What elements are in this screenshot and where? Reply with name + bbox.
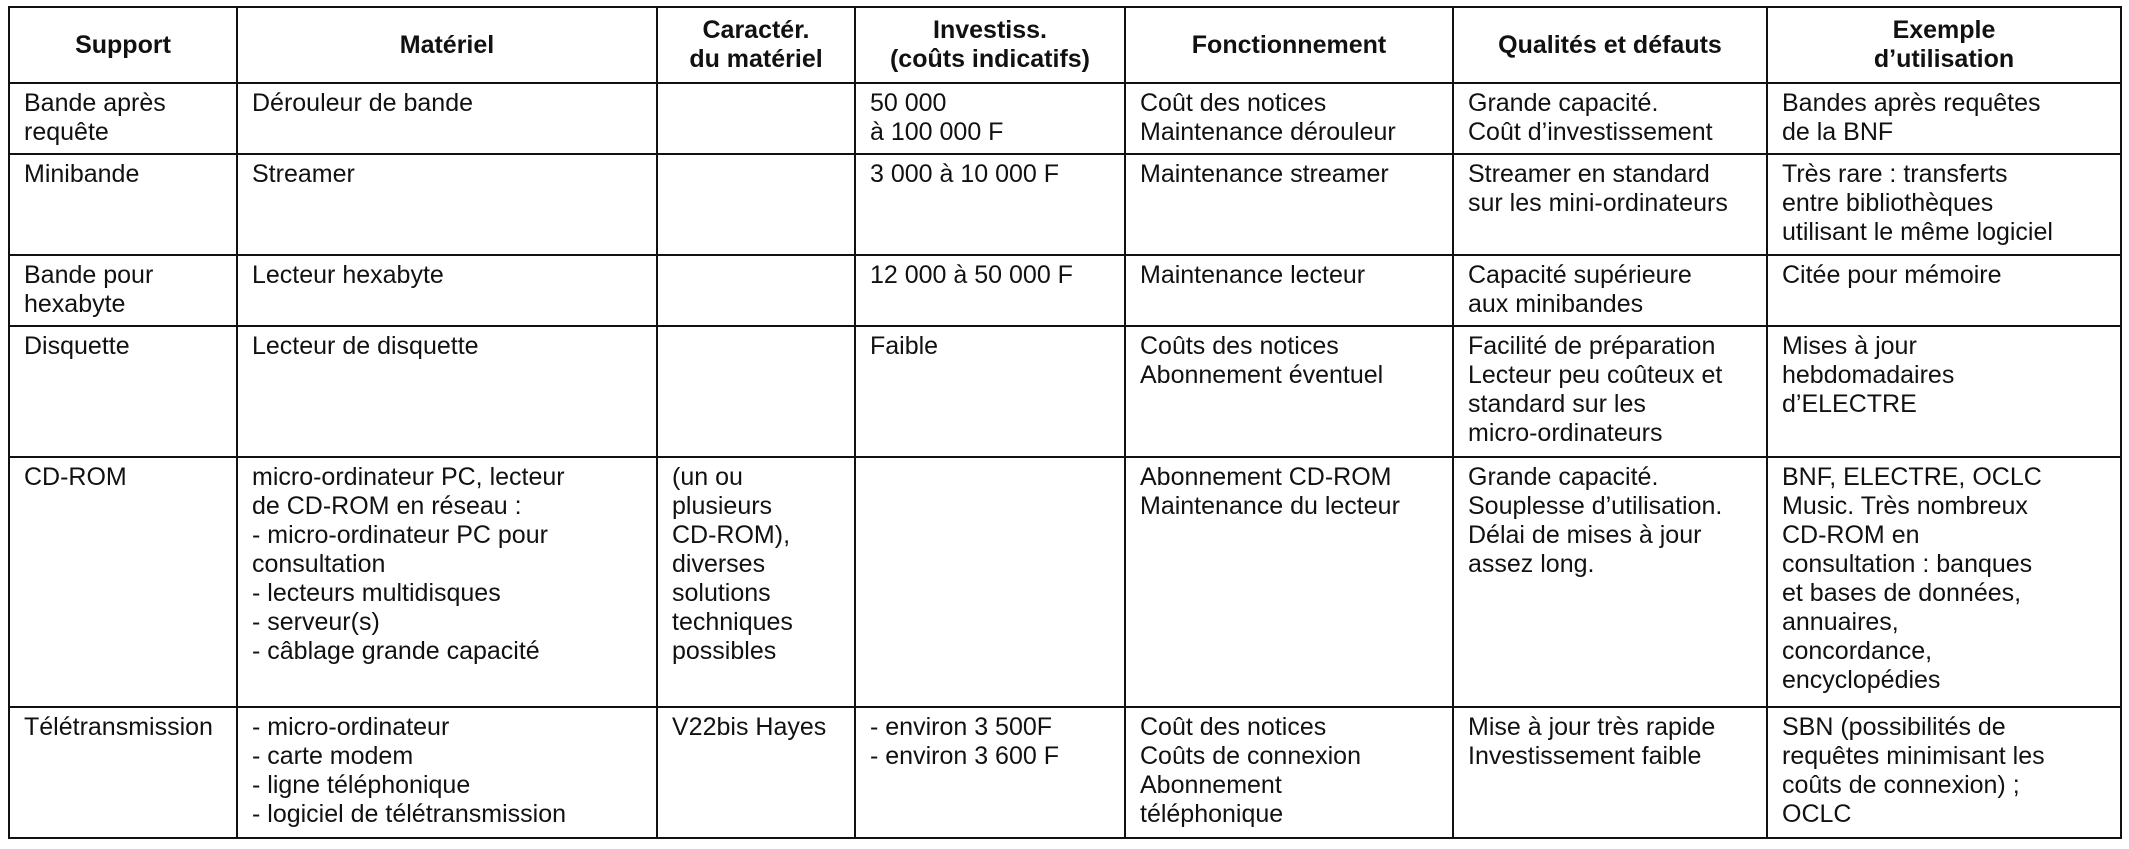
table-cell: Citée pour mémoire [1767,255,2121,326]
table-cell: Maintenance lecteur [1125,255,1453,326]
table-cell: V22bis Hayes [657,707,855,838]
table-cell [657,326,855,457]
table-cell [657,154,855,255]
header-support: Support [9,7,237,83]
table-row [9,154,2121,255]
support-comparison-table [8,6,2122,839]
table-cell [855,457,1125,707]
table-cell: micro-ordinateur PC, lecteur de CD-ROM en réseau : - micro-ordinateur PC pour consultation - lecteurs multidisques - serveur(s) - câblage grande capacité [237,457,657,707]
table-cell: Faible [855,326,1125,457]
table-cell: 12 000 à 50 000 F [855,255,1125,326]
table-cell: Mises à jour hebdomadaires d’ELECTRE [1767,326,2121,457]
table-cell: Capacité supérieure aux minibandes [1453,255,1767,326]
table-cell: Maintenance streamer [1125,154,1453,255]
header-materiel: Matériel [237,7,657,83]
table-cell: - micro-ordinateur - carte modem - ligne téléphonique - logiciel de télétransmission [237,707,657,838]
table-cell: Coût des notices Coûts de connexion Abonnement téléphonique [1125,707,1453,838]
table-cell: Streamer en standard sur les mini-ordinateurs [1453,154,1767,255]
table-cell: CD-ROM [9,457,237,707]
table-cell: Disquette [9,326,237,457]
table-cell: Très rare : transferts entre bibliothèques utilisant le même logiciel [1767,154,2121,255]
table-cell: - environ 3 500F - environ 3 600 F [855,707,1125,838]
document-page [8,6,2120,839]
table-cell: Bande après requête [9,83,237,154]
table-cell: Abonnement CD-ROM Maintenance du lecteur [1125,457,1453,707]
table-row [9,457,2121,707]
table-cell: Streamer [237,154,657,255]
table-cell: Télétransmission [9,707,237,838]
header-fonctionnement: Fonctionnement [1125,7,1453,83]
table-row [9,707,2121,838]
table-cell: Grande capacité. Souplesse d’utilisation. Délai de mises à jour assez long. [1453,457,1767,707]
table-cell: Bandes après requêtes de la BNF [1767,83,2121,154]
header-caracteristiques: Caractér. du matériel [657,7,855,83]
table-cell: Bande pour hexabyte [9,255,237,326]
table-row [9,255,2121,326]
table-cell: Coûts des notices Abonnement éventuel [1125,326,1453,457]
table-row [9,326,2121,457]
table-cell: Facilité de préparation Lecteur peu coûteux et standard sur les micro-ordinateurs [1453,326,1767,457]
table-cell: Lecteur hexabyte [237,255,657,326]
table-cell: Lecteur de disquette [237,326,657,457]
table-cell: Dérouleur de bande [237,83,657,154]
table-cell [657,255,855,326]
table-cell: SBN (possibilités de requêtes minimisant les coûts de connexion) ; OCLC [1767,707,2121,838]
table-cell: 3 000 à 10 000 F [855,154,1125,255]
table-row [9,83,2121,154]
header-exemple-utilisation: Exemple d’utilisation [1767,7,2121,83]
table-cell: Minibande [9,154,237,255]
table-cell: Grande capacité. Coût d’investissement [1453,83,1767,154]
table-cell: 50 000 à 100 000 F [855,83,1125,154]
table-cell: (un ou plusieurs CD-ROM), diverses solutions techniques possibles [657,457,855,707]
header-row [9,7,2121,83]
header-qualites-defauts: Qualités et défauts [1453,7,1767,83]
table-cell: BNF, ELECTRE, OCLC Music. Très nombreux CD-ROM en consultation : banques et bases de données, annuaires, concordance, encyclopédies [1767,457,2121,707]
table-cell: Coût des notices Maintenance dérouleur [1125,83,1453,154]
table-cell [657,83,855,154]
header-investissement: Investiss. (coûts indicatifs) [855,7,1125,83]
table-cell: Mise à jour très rapide Investissement faible [1453,707,1767,838]
